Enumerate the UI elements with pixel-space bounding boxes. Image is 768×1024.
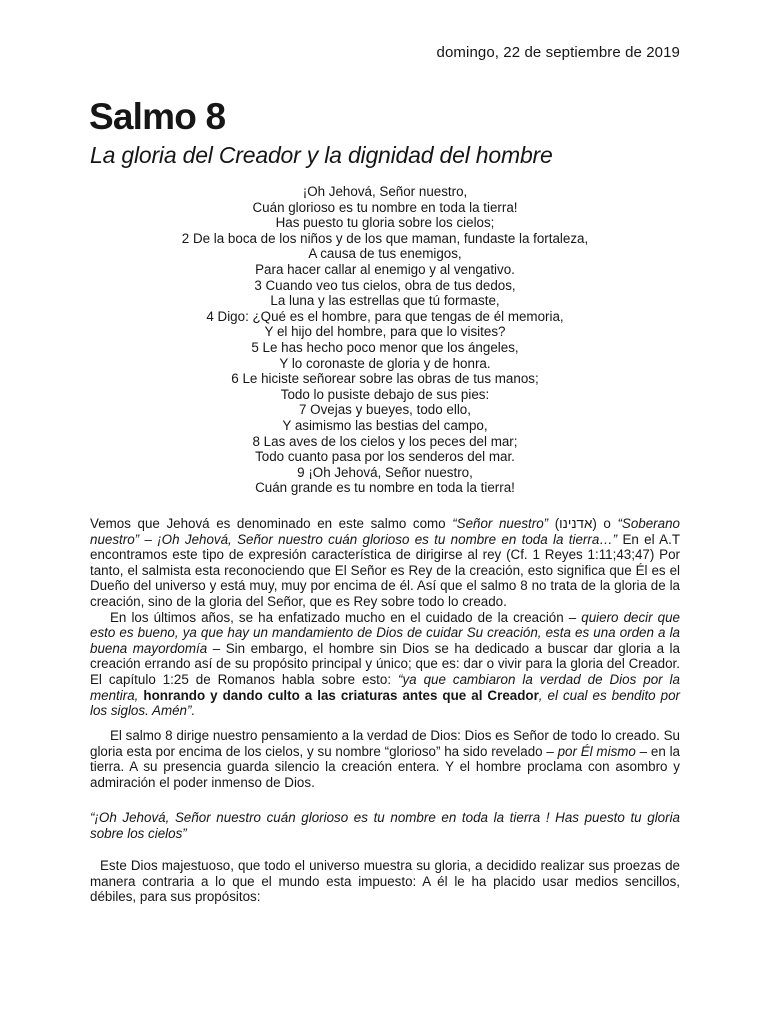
psalm-line: 3 Cuando veo tus cielos, obra de tus dedos,: [254, 277, 516, 293]
psalm-line: 7 Ovejas y bueyes, todo ello,: [299, 402, 471, 418]
psalm-line: Todo lo pusiste debajo de sus pies:: [280, 386, 490, 402]
commentary-body: [90, 516, 680, 719]
psalm-line: Para hacer callar al enemigo y al vengativo.: [255, 261, 515, 277]
psalm-line: 6 Le hiciste señorear sobre las obras de tus manos;: [231, 371, 539, 387]
psalm-text: [90, 184, 680, 496]
psalm-quote: “¡Oh Jehová, Señor nuestro cuán glorioso es tu nombre en toda la tierra ! Has puesto tu gloria sobre los cielos”: [90, 810, 680, 841]
page-subtitle: La gloria del Creador y la dignidad del hombre: [90, 142, 553, 168]
commentary-paragraph-1: Vemos que Jehová es denominado en este salmo como “Señor nuestro” (אדנינו) o “Soberano nuestro” – ¡Oh Jehová, Señor nuestro cuán glorioso es tu nombre en toda la tierra…” En el A.T encontramos este tipo de expresión característica de dirigirse al rey (Cf. 1 Reyes 1:11;43;47) Por tanto, el salmista esta reconociendo que El Señor es Rey de la creación, esto significa que Él es el Dueño del universo y está muy, muy por encima de él. Así que el salmo 8 no trata de la gloria de la creación, sino de la gloria del Señor, que es Rey sobre todo lo creado.: [90, 516, 680, 609]
psalm-line: Cuán glorioso es tu nombre en toda la tierra!: [252, 199, 518, 215]
psalm-line: Has puesto tu gloria sobre los cielos;: [275, 215, 495, 231]
psalm-line: 4 Digo: ¿Qué es el hombre, para que tengas de él memoria,: [206, 308, 564, 324]
psalm-line: Cuán grande es tu nombre en toda la tierra!: [255, 480, 515, 496]
page-title: Salmo 8: [89, 96, 226, 137]
psalm-line: 9 ¡Oh Jehová, Señor nuestro,: [297, 464, 473, 480]
psalm-line: A causa de tus enemigos,: [308, 246, 462, 262]
psalm-line: La luna y las estrellas que tú formaste,: [270, 293, 500, 309]
psalm-line: 2 De la boca de los niños y de los que maman, fundaste la fortaleza,: [181, 230, 589, 246]
psalm-line: Y el hijo del hombre, para que lo visites?: [264, 324, 506, 340]
commentary-paragraph-2: En los últimos años, se ha enfatizado mucho en el cuidado de la creación – quiero decir que esto es bueno, ya que hay un mandamiento de Dios de cuidar Su creación, esta es una orden a la buena mayordomía – Sin embargo, el hombre sin Dios se ha dedicado a buscar dar gloria a la creación errando así de su propósito principal y único; que es: dar o vivir para la gloria del Creador. El capítulo 1:25 de Romanos habla sobre esto: “ya que cambiaron la verdad de Dios por la mentira, honrando y dando culto a las criaturas antes que al Creador, el cual es bendito por los siglos. Amén”.: [90, 609, 681, 719]
psalm-line: 8 Las aves de los cielos y los peces del mar;: [252, 433, 518, 449]
psalm-line: ¡Oh Jehová, Señor nuestro,: [302, 184, 468, 199]
psalm-line: Y lo coronaste de gloria y de honra.: [279, 355, 491, 371]
psalm-line: 5 Le has hecho poco menor que los ángeles,: [251, 339, 519, 355]
psalm-line: Y asimismo las bestias del campo,: [282, 417, 488, 433]
document-date: domingo, 22 de septiembre de 2019: [436, 44, 680, 61]
psalm-line: Todo cuanto pasa por los senderos del mar.: [255, 449, 515, 465]
commentary-paragraph-3: El salmo 8 dirige nuestro pensamiento a la verdad de Dios: Dios es Señor de todo lo creado. Su gloria esta por encima de los cielos, y su nombre “glorioso” ha sido revelado – por Él mismo – en la tierra. A su presencia guarda silencio la creación entera. Y el hombre proclama con asombro y admiración el poder inmenso de Dios.: [90, 728, 680, 790]
commentary-paragraph-4: Este Dios majestuoso, que todo el universo muestra su gloria, a decidido realizar sus proezas de manera contraria a lo que el mundo esta impuesto: A él le ha placido usar medios sencillos, débiles, para sus propósitos:: [90, 858, 680, 905]
